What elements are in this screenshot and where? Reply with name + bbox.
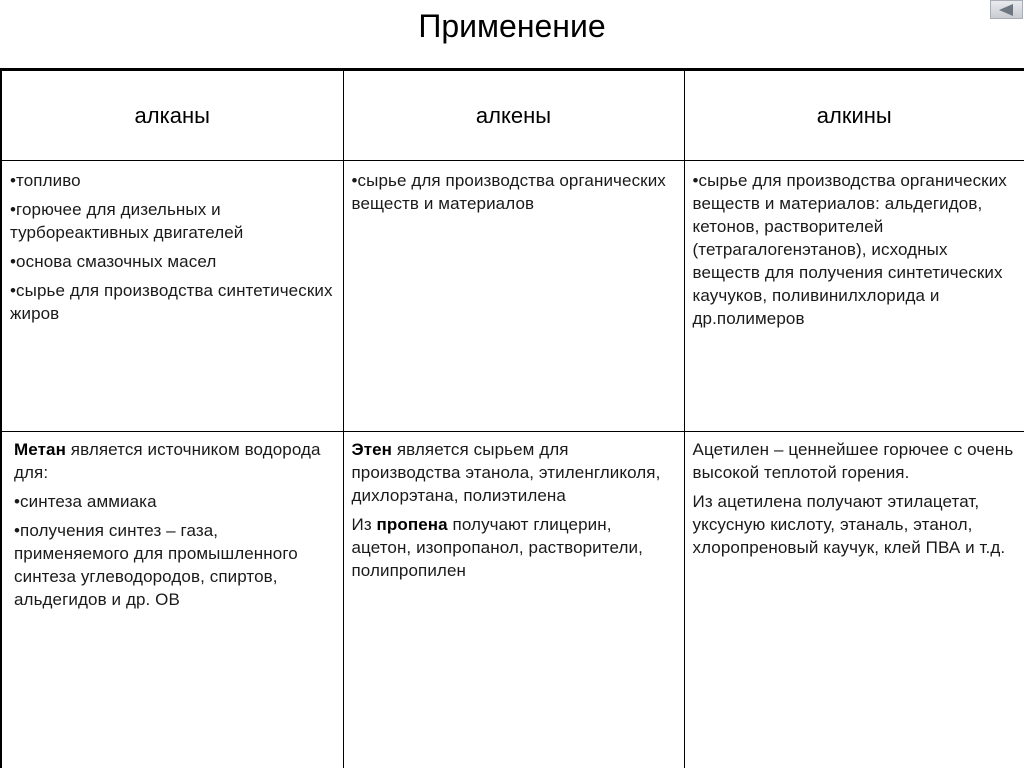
list-item: •получения синтез – газа, применяемого для промышленного синтеза углеводородов, спиртов, альдегидов и др. ОВ <box>14 521 298 609</box>
list-item: Ацетилен – ценнейшее горючее с очень высокой теплотой горения. <box>692 440 1014 482</box>
cell-methane <box>1 432 343 768</box>
page-title: Применение <box>418 8 606 44</box>
propene-line <box>352 513 676 582</box>
propene-bold: пропена <box>376 515 448 534</box>
table-row <box>1 432 1024 768</box>
list-item: •горючее для дизельных и турбореактивных двигателей <box>10 200 244 242</box>
list-item: •сырье для производства органических веществ и материалов: альдегидов, кетонов, растворителей (тетрагалогенэтанов), исходных веществ для получения синтетических каучуков, поливинилхлорида и др.полимеров <box>692 171 1007 328</box>
methane-rest: является источником водорода для: <box>14 440 321 482</box>
table-row <box>1 161 1024 432</box>
methane-bold: Метан <box>14 440 66 459</box>
cell-alkenes-uses <box>343 161 684 432</box>
back-button[interactable] <box>990 0 1023 19</box>
header-alkenes: алкены <box>343 70 684 161</box>
propene-pre: Из <box>351 515 377 534</box>
cell-alkanes-uses <box>1 161 343 432</box>
cell-acetylene <box>684 432 1024 768</box>
ethene-rest: является сырьем для производства этанола, этиленгликоля, дихлорэтана, полиэтилена <box>351 440 661 505</box>
ethene-bold: Этен <box>351 440 393 459</box>
list-item: •топливо <box>10 171 81 190</box>
cell-alkynes-uses <box>684 161 1024 432</box>
ethene-lead <box>352 438 676 507</box>
table-header-row <box>1 70 1024 161</box>
propene-rest: получают глицерин, ацетон, изопропанол, растворители, полипропилен <box>351 515 643 580</box>
applications-table <box>0 68 1024 768</box>
cell-ethene <box>343 432 684 768</box>
list-item: •сырье для производства синтетических жиров <box>10 281 333 323</box>
list-item: •основа смазочных масел <box>10 252 217 271</box>
header-alkanes: алканы <box>1 70 343 161</box>
back-triangle-icon <box>999 4 1013 16</box>
methane-lead <box>14 438 335 484</box>
list-item: •синтеза аммиака <box>14 492 157 511</box>
header-alkynes: алкины <box>684 70 1024 161</box>
list-item: Из ацетилена получают этилацетат, уксусную кислоту, этаналь, этанол, хлоропреновый каучук, клей ПВА и т.д. <box>692 492 1006 557</box>
list-item: •сырье для производства органических веществ и материалов <box>351 171 666 213</box>
